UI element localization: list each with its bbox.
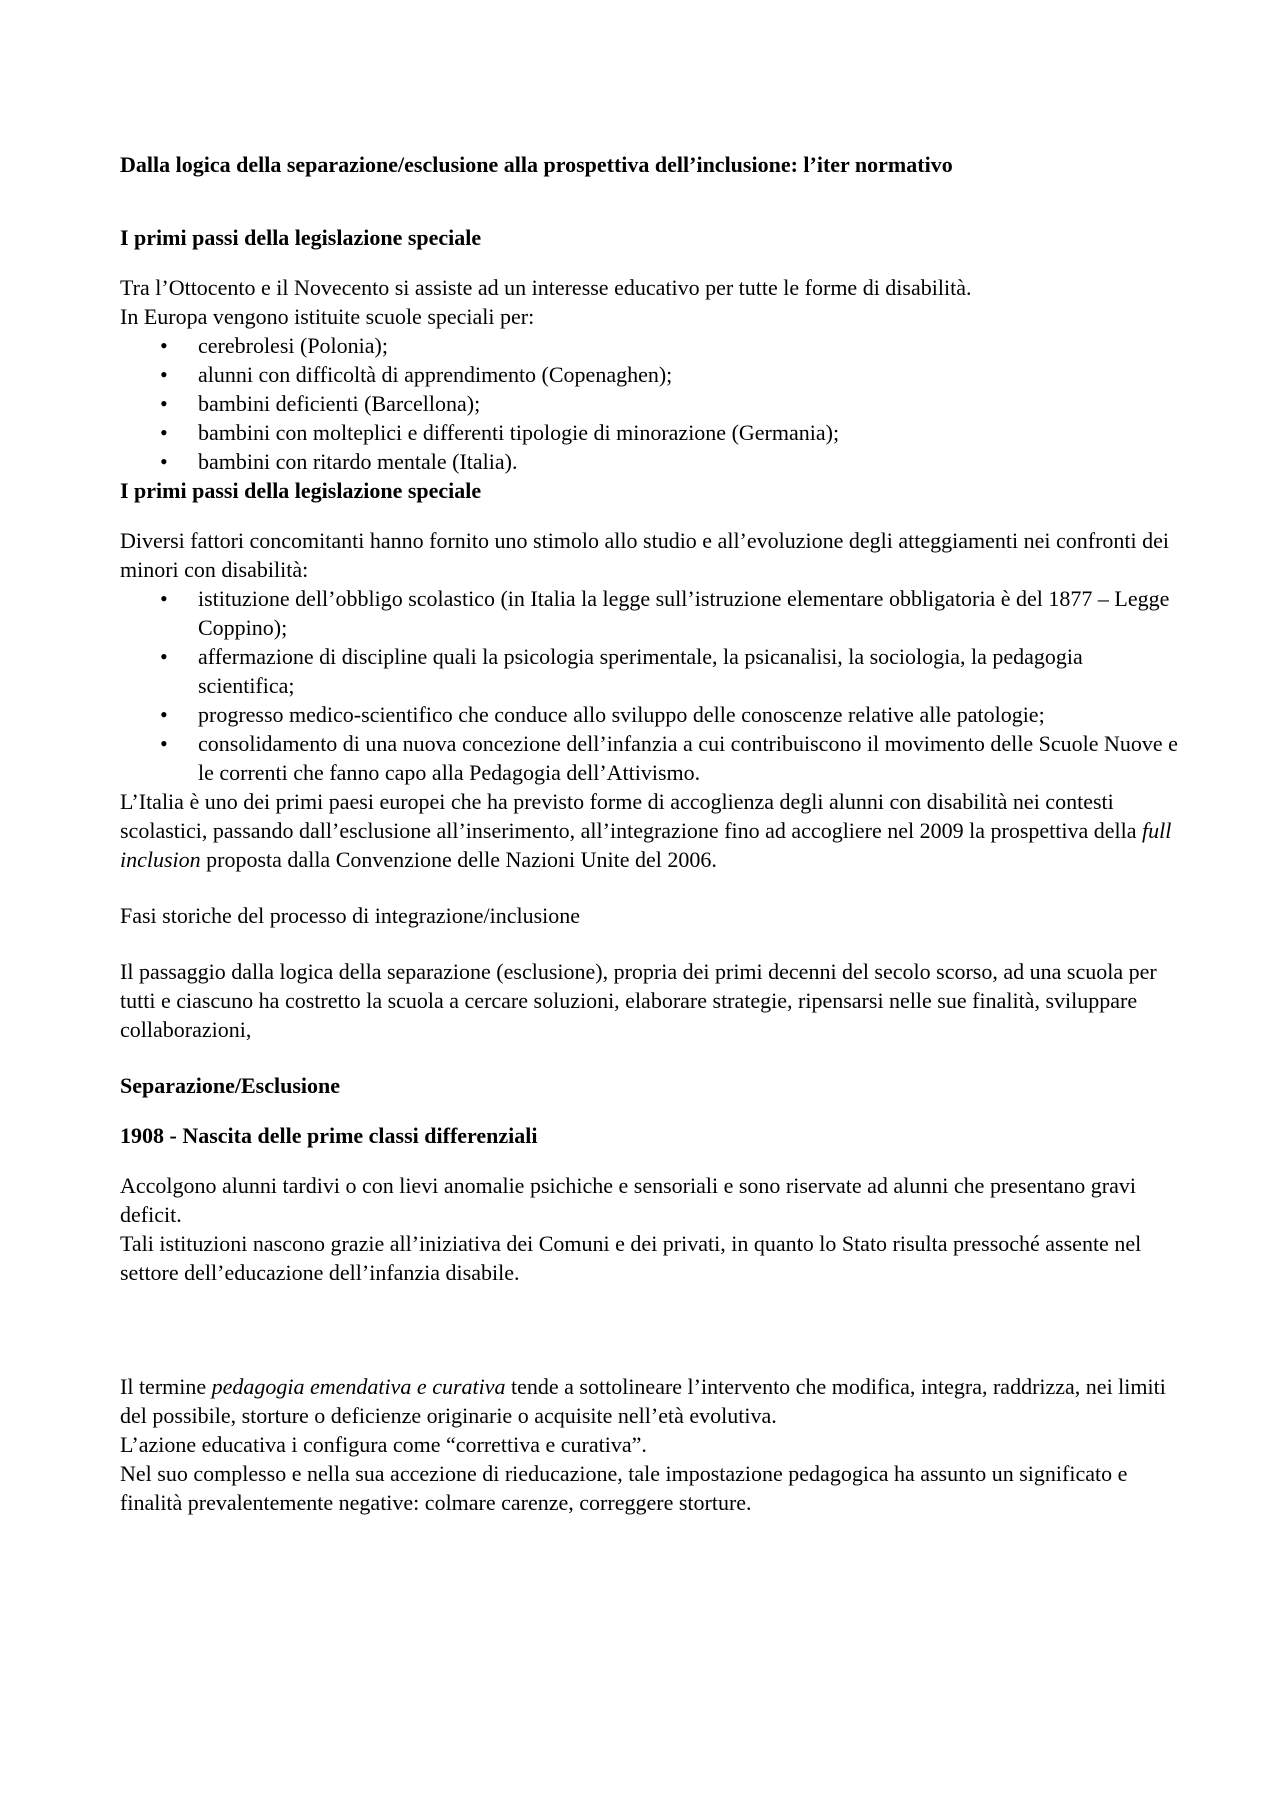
paragraph-tali: Tali istituzioni nascono grazie all’iniziativa dei Comuni e dei privati, in quanto lo Stato risulta pressoché assente nel settore dell’educazione dell’infanzia disabile. [120,1231,1142,1285]
paragraph-italia [120,787,1180,874]
text-run: proposta dalla Convenzione delle Nazioni Unite del 2006. [200,847,717,872]
paragraph-accolgono: Accolgono alunni tardivi o con lievi anomalie psichiche e sensoriali e sono riservate ad alunni che presentano gravi deficit. [120,1173,1136,1227]
list-item: • alunni con difficoltà di apprendimento (Copenaghen); [120,360,1180,389]
italic-term: pedagogia emendativa e curativa [211,1374,506,1399]
paragraph-complesso: Nel suo complesso e nella sua accezione di rieducazione, tale impostazione pedagogica ha assunto un significato e finalità prevalentemente negative: colmare carenze, correggere storture. [120,1461,1128,1515]
list-item: • consolidamento di una nuova concezione dell’infanzia a cui contribuiscono il movimento delle Scuole Nuove e le correnti che fanno capo alla Pedagogia dell’Attivismo. [120,729,1180,787]
paragraph-fasi: Fasi storiche del processo di integrazione/inclusione [120,903,581,928]
section-heading: 1908 - Nascita delle prime classi differenziali [120,1123,538,1148]
document-title: Dalla logica della separazione/esclusione alla prospettiva dell’inclusione: l’iter normativo [120,152,953,177]
text-run: tende a sottolineare l’intervento che modifica, integra, raddrizza, nei limiti del possibile, storture o deficienze originarie o acquisite nell’età evolutiva. [120,1374,1166,1428]
list-item: • bambini deficienti (Barcellona); [120,389,1180,418]
text-run: L’Italia è uno dei primi paesi europei che ha previsto forme di accoglienza degli alunni con disabilità nei contesti scolastici, passando dall’esclusione all’inserimento, all’integrazione fino ad accogliere nel 2009 la prospettiva della [120,789,1143,843]
bullet-list [120,584,1180,787]
section-heading: I primi passi della legislazione speciale [120,478,482,503]
paragraph-passaggio: Il passaggio dalla logica della separazione (esclusione), propria dei primi decenni del secolo scorso, ad una scuola per tutti e ciascuno ha costretto la scuola a cercare soluzioni, elaborare strategie, ripensarsi nelle sue finalità, sviluppare collaborazioni, [120,959,1157,1042]
list-item: • istituzione dell’obbligo scolastico (in Italia la legge sull’istruzione elementare obbligatoria è del 1877 – Legge Coppino); [120,584,1180,642]
list-item: • bambini con ritardo mentale (Italia). [120,447,1180,476]
text-run: Il termine [120,1374,212,1399]
paragraph: Tra l’Ottocento e il Novecento si assiste ad un interesse educativo per tutte le forme di disabilità. [120,275,972,300]
section-heading: I primi passi della legislazione speciale [120,225,482,250]
list-item: • cerebrolesi (Polonia); [120,331,1180,360]
paragraph: Diversi fattori concomitanti hanno fornito uno stimolo allo studio e all’evoluzione degli atteggiamenti nei confronti dei minori con disabilità: [120,528,1170,582]
paragraph-azione: L’azione educativa i configura come “correttiva e curativa”. [120,1432,647,1457]
section-heading: Separazione/Esclusione [120,1073,341,1098]
list-item: • affermazione di discipline quali la psicologia sperimentale, la psicanalisi, la sociologia, la pedagogia scientifica; [120,642,1180,700]
list-item: • progresso medico-scientifico che conduce allo sviluppo delle conoscenze relative alle patologie; [120,700,1180,729]
list-item: • bambini con molteplici e differenti tipologie di minorazione (Germania); [120,418,1180,447]
italic-term: full inclusion [120,818,1172,872]
bullet-list [120,331,1180,476]
paragraph: In Europa vengono istituite scuole speciali per: [120,304,535,329]
paragraph-termine [120,1372,1180,1430]
document-body [120,150,1180,1517]
